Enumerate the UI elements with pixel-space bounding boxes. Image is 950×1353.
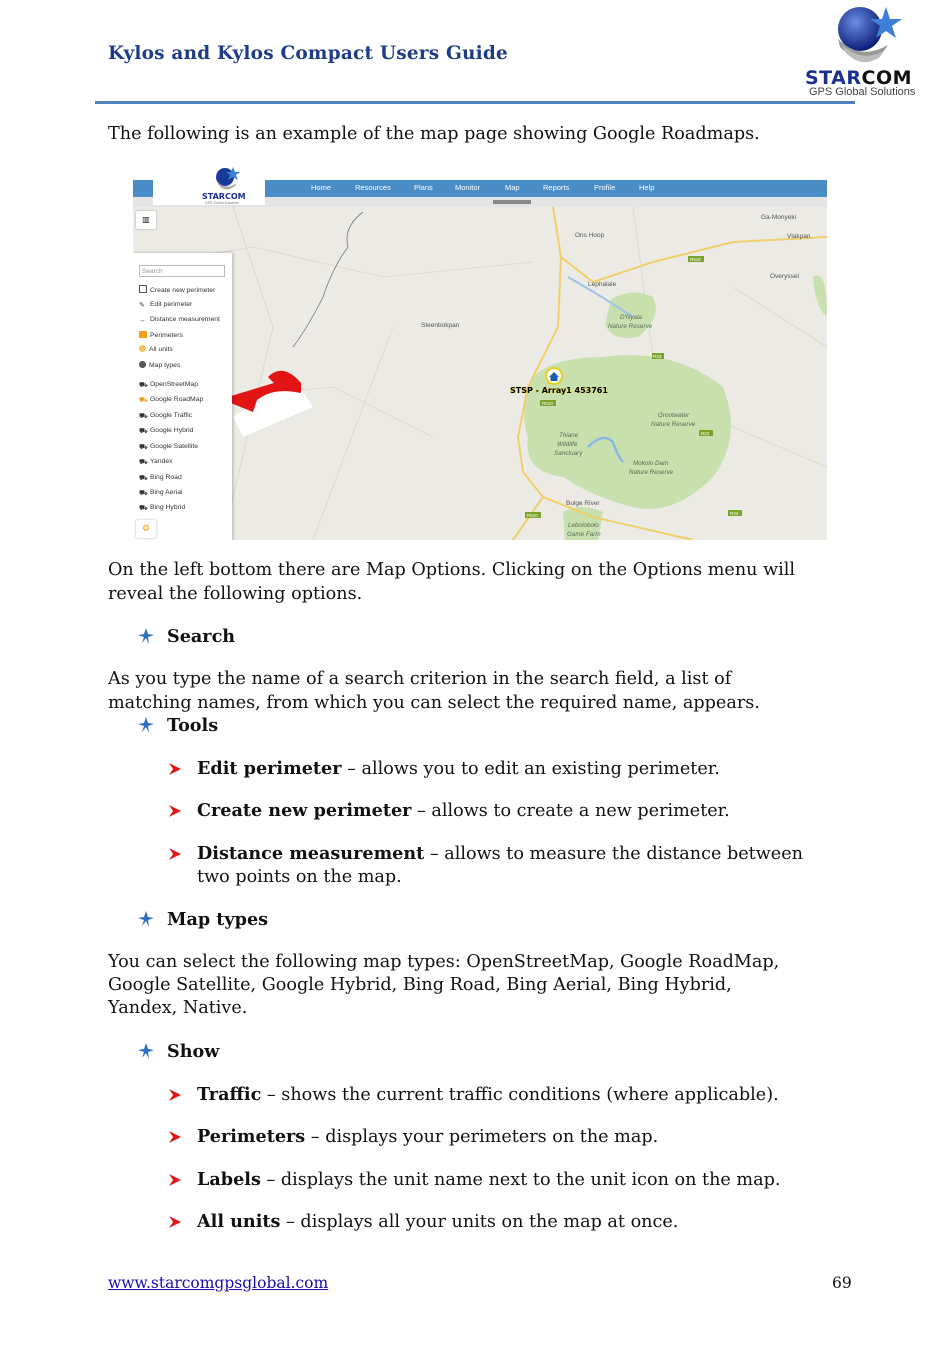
tool-create-perimeter: Create new perimeter – allows to create a new perimeter. <box>197 800 730 821</box>
website-link[interactable]: www.starcomgpsglobal.com <box>108 1274 329 1292</box>
maptype-google-traffic[interactable]: ⛟ Google Traffic <box>139 412 193 420</box>
arrow-bullet-icon <box>168 847 182 861</box>
tool-distance-measurement: Distance measurement – allows to measure the distance between <box>197 843 803 864</box>
maptype-openstreetmap[interactable]: ⛟ OpenStreetMap <box>139 381 198 389</box>
units-icon <box>139 345 146 352</box>
nav-monitor: Monitor <box>455 183 481 192</box>
nav-reports: Reports <box>543 183 570 192</box>
place-label: Steenbokpan <box>421 322 460 329</box>
arrow-bullet-icon <box>168 762 182 776</box>
starcom-mini-logo-icon <box>153 165 265 205</box>
tool-distance-measurement-cont: two points on the map. <box>197 867 402 887</box>
reserve-label: Grootwater <box>658 412 690 419</box>
maptype-google-roadmap[interactable]: ⛟ Google RoadMap <box>139 396 204 404</box>
star-bullet-icon <box>137 716 155 734</box>
nav-help: Help <box>639 183 655 192</box>
screenshot-logo <box>153 165 265 205</box>
map-page-screenshot <box>133 165 827 540</box>
section-heading-search: Search <box>167 626 236 647</box>
map-type-icon: ⛟ <box>139 459 148 466</box>
place-label: Vlakpan <box>787 233 811 240</box>
section-heading-tools: Tools <box>167 715 219 736</box>
arrow-bullet-icon <box>168 1088 182 1102</box>
place-label: Lephalale <box>588 281 617 288</box>
map-type-icon: ⛟ <box>139 490 148 497</box>
road-shield-label: R33 <box>730 511 739 516</box>
road-shield-label: R518 <box>690 257 701 262</box>
road-shield-label: R33 <box>653 354 662 359</box>
map-type-icon: ⛟ <box>139 382 148 389</box>
logo-text: STARCOM <box>805 67 913 89</box>
search-input[interactable]: Search <box>139 265 225 277</box>
document-title: Kylos and Kylos Compact Users Guide <box>108 43 508 64</box>
map-type-icon: ⛟ <box>139 428 148 435</box>
place-label: Bulge River <box>566 500 600 507</box>
panel-toggle-button[interactable]: ▥ <box>136 211 156 229</box>
red-arrow-icon <box>221 371 313 437</box>
search-text-line: matching names, from which you can select the required name, appears. <box>108 693 760 713</box>
header-rule <box>95 101 855 104</box>
map-types-item[interactable]: Map types <box>139 361 180 370</box>
arrow-bullet-icon <box>168 1173 182 1187</box>
road-shield-label: R510 <box>527 513 538 518</box>
edit-perimeter-item[interactable]: ✎ Edit perimeter <box>139 301 193 309</box>
map-type-icon-active: ⛟ <box>139 397 148 404</box>
star-bullet-icon <box>137 627 155 645</box>
checkbox-icon <box>139 285 147 293</box>
reserve-label: Game Farm <box>567 531 601 538</box>
road-shield-label: R33 <box>701 431 710 436</box>
map-types-text-line: Google Satellite, Google Hybrid, Bing Road, Bing Aerial, Bing Hybrid, <box>108 975 732 995</box>
options-paragraph-line: reveal the following options. <box>108 584 363 604</box>
section-heading-map-types: Map types <box>167 909 269 930</box>
star-bullet-icon <box>137 910 155 928</box>
reserve-label: Nature Reserve <box>651 421 696 428</box>
map-type-icon: ⛟ <box>139 444 148 451</box>
intro-paragraph: The following is an example of the map page showing Google Roadmaps. <box>108 124 760 144</box>
reserve-label: Wildlife <box>557 441 578 448</box>
map-type-icon: ⛟ <box>139 413 148 420</box>
show-perimeters: Perimeters – displays your perimeters on the map. <box>197 1126 659 1147</box>
map-types-text-line: You can select the following map types: OpenStreetMap, Google RoadMap, <box>108 952 780 972</box>
options-gear-button[interactable]: ⚙ <box>136 520 156 538</box>
maptype-bing-road[interactable]: ⛟ Bing Road <box>139 474 182 482</box>
maptype-bing-aerial[interactable]: ⛟ Bing Aerial <box>139 489 183 497</box>
reserve-label: Thiane <box>559 432 579 439</box>
show-all-units: All units – displays all your units on the map at once. <box>197 1211 679 1232</box>
maptype-google-satellite[interactable]: ⛟ Google Satellite <box>139 443 198 451</box>
place-label: Ons Hoop <box>575 232 605 239</box>
create-perimeter-item[interactable]: Create new perimeter <box>139 285 215 295</box>
map-view[interactable] <box>133 207 827 540</box>
all-units-item[interactable]: All units <box>139 345 173 354</box>
place-label: Ga-Monyeki <box>761 214 797 221</box>
perimeters-icon <box>139 331 147 338</box>
reserve-label: D'Nyala <box>620 314 642 321</box>
reserve-label: Nature Reserve <box>608 323 653 330</box>
nav-map: Map <box>505 183 520 192</box>
arrow-bullet-icon <box>168 804 182 818</box>
map-type-icon: ⛟ <box>139 475 148 482</box>
maptype-google-hybrid[interactable]: ⛟ Google Hybrid <box>139 427 194 435</box>
reserve-label: Mokolo Dam <box>633 460 669 467</box>
unit-label: STSP - Array1 453761 <box>510 386 608 395</box>
nav-profile: Profile <box>594 183 616 192</box>
logo-tagline: GPS Global Solutions <box>809 86 916 98</box>
reserve-label: Nature Reserve <box>629 469 674 476</box>
globe-star-icon <box>800 5 935 67</box>
nav-home: Home <box>311 183 332 192</box>
edit-icon: ✎ <box>139 302 145 309</box>
distance-measurement-item[interactable]: ↔ Distance measurement <box>139 316 220 324</box>
map-options-panel <box>133 253 232 540</box>
perimeters-item[interactable]: Perimeters <box>139 331 183 340</box>
arrow-bullet-icon <box>168 1130 182 1144</box>
show-labels: Labels – displays the unit name next to the unit icon on the map. <box>197 1169 781 1190</box>
reserve-edge <box>813 275 827 317</box>
maptype-bing-hybrid[interactable]: ⛟ Bing Hybrid <box>139 504 186 512</box>
nav-plans: Plans <box>414 183 433 192</box>
svg-text:STARCOM: STARCOM <box>202 192 246 201</box>
road-shield-label: R510 <box>542 401 553 406</box>
star-bullet-icon <box>137 1042 155 1060</box>
globe-icon <box>139 361 146 368</box>
map-type-icon: ⛟ <box>139 505 148 512</box>
reserve-label: Sanctuary <box>554 450 583 457</box>
search-text-line: As you type the name of a search criterion in the search field, a list of <box>108 669 732 689</box>
page-number: 69 <box>832 1274 852 1292</box>
map-types-text-line: Yandex, Native. <box>108 998 248 1018</box>
arrow-bullet-icon <box>168 1215 182 1229</box>
show-traffic: Traffic – shows the current traffic conditions (where applicable). <box>197 1084 779 1105</box>
place-label: Overyssel <box>770 273 799 280</box>
starcom-logo <box>800 5 935 97</box>
active-tab-indicator <box>493 200 531 204</box>
map-canvas <box>133 207 827 540</box>
maptype-yandex[interactable]: ⛟ Yandex <box>139 458 173 466</box>
options-paragraph-line: On the left bottom there are Map Options. Clicking on the Options menu will <box>108 560 796 580</box>
svg-text:GPS Global Solutions: GPS Global Solutions <box>205 201 239 205</box>
reserve-label: Lebolobolo <box>568 522 599 529</box>
nav-resources: Resources <box>355 183 391 192</box>
section-heading-show: Show <box>167 1041 220 1062</box>
ruler-icon: ↔ <box>139 317 146 324</box>
tool-edit-perimeter: Edit perimeter – allows you to edit an existing perimeter. <box>197 758 720 779</box>
